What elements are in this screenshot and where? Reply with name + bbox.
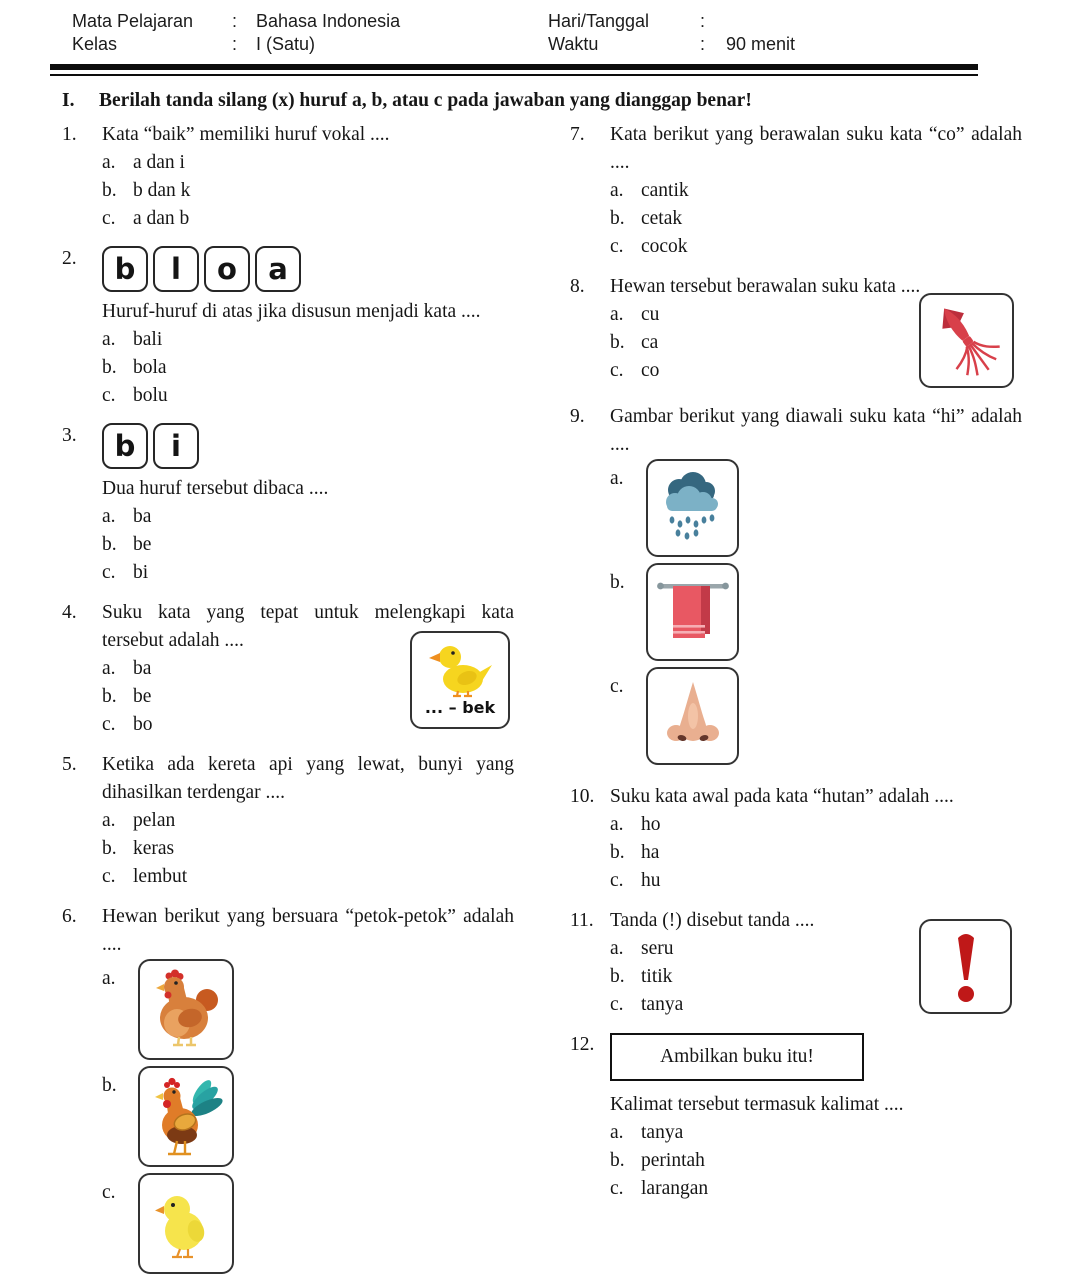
option-text: pelan [133,810,176,831]
option-letter: c. [102,866,116,887]
image-option [610,667,1022,765]
question-text: Huruf-huruf di atas jika disusun menjadi kata .... [102,301,481,322]
option-letter: b. [610,1150,625,1171]
question-number: 1. [62,124,77,145]
question-2 [62,245,514,410]
section-instruction: Berilah tanda silang (x) huruf a, b, atau c pada jawaban yang dianggap benar! [99,90,752,111]
option [102,559,514,587]
letter-tiles [102,423,514,469]
rain-cloud-illustration [655,472,731,544]
option-text: bali [133,329,163,350]
question-4 [62,599,514,739]
option-text: cocok [641,236,688,257]
chick-illustration [150,1187,222,1261]
option [102,503,514,531]
image-option [102,1173,514,1274]
colon: : [700,34,706,54]
question-3 [62,422,514,587]
option [102,382,514,410]
option [102,354,514,382]
option-letter: b. [610,572,625,593]
header-left [72,10,400,56]
option-text: a dan b [133,208,190,229]
duck-illustration [420,641,500,699]
option-text: cantik [641,180,689,201]
class-label: Kelas [72,34,118,54]
image-option [102,1066,514,1167]
time-label: Waktu [548,34,599,54]
option-letter: c. [610,236,624,257]
question-number: 4. [62,602,77,623]
question-text: Gambar berikut yang diawali suku kata “hi” adalah .... [610,406,1022,455]
option-text: be [133,686,152,707]
option [610,811,1022,839]
option-text: bola [133,357,167,378]
option-letter: b. [102,1075,117,1096]
option-text: titik [641,966,673,987]
option-letter: a. [102,658,116,679]
question-7 [570,121,1022,261]
option-letter: c. [610,676,624,697]
option [610,1119,1022,1147]
option [610,233,1022,261]
option-text: ba [133,658,152,679]
option [610,177,1022,205]
option-letter: a. [102,506,116,527]
option-letter: c. [610,1178,624,1199]
nose-illustration [657,678,729,754]
hen-illustration [147,968,225,1052]
option-letter: a. [102,329,116,350]
option-letter: a. [102,810,116,831]
option-text: ca [641,332,659,353]
time-value: 90 menit [726,34,796,54]
image-option [610,459,1022,557]
option-text: ho [641,814,661,835]
option [610,1175,1022,1203]
duck-image-box [410,631,510,729]
question-text: Kalimat tersebut termasuk kalimat .... [610,1094,904,1115]
question-12 [570,1031,1022,1203]
option [102,835,514,863]
question-8 [570,273,1022,391]
question-number: 11. [570,910,594,931]
question-text: Kata “baik” memiliki huruf vokal .... [102,124,390,145]
option [102,531,514,559]
option-text: b dan k [133,180,191,201]
option-letter: a. [610,1122,624,1143]
option-text: bolu [133,385,168,406]
option [102,177,514,205]
option-letter: b. [102,534,117,555]
option-text: lembut [133,866,188,887]
option-letter: a. [102,152,116,173]
date-value [726,10,795,33]
rain-cloud-image-box [646,459,739,557]
nose-image-box [646,667,739,765]
colon: : [232,11,238,31]
image-option [102,959,514,1060]
option-text: tanya [641,1122,684,1143]
duck-caption: ... – bek [424,698,496,717]
question-text: Hewan tersebut berawalan suku kata .... [610,276,921,297]
option-letter: c. [102,385,116,406]
option-text: bi [133,562,149,583]
question-number: 12. [570,1034,595,1055]
question-number: 6. [62,906,77,927]
left-column [62,121,514,1287]
option [102,205,514,233]
letter-tile: o [204,246,250,292]
option-letter: c. [102,714,116,735]
double-rule [50,64,978,76]
option [610,205,1022,233]
option-letter: b. [610,842,625,863]
option [610,839,1022,867]
question-5 [62,751,514,891]
option-letter: a. [610,468,624,489]
option-text: cu [641,304,660,325]
rooster-illustration [147,1074,225,1160]
question-text: Suku kata awal pada kata “hutan” adalah .... [610,786,954,807]
option-letter: c. [610,994,624,1015]
option-text: ha [641,842,660,863]
question-number: 10. [570,786,595,807]
colon: : [700,11,706,31]
chick-image-box [138,1173,234,1274]
question-text: Suku kata yang tepat untuk melengkapi kata tersebut adalah .... [102,602,514,651]
option-letter: c. [102,1182,116,1203]
option [610,1147,1022,1175]
option-letter: a. [610,938,624,959]
option-letter: b. [610,208,625,229]
question-number: 9. [570,406,585,427]
question-10 [570,783,1022,895]
question-6 [62,903,514,1280]
option-letter: c. [610,360,624,381]
option-letter: c. [102,562,116,583]
option-text: larangan [641,1178,709,1199]
colon: : [232,34,238,54]
option-letter: a. [610,814,624,835]
squid-image-box [919,293,1014,388]
option [102,807,514,835]
option-text: cetak [641,208,683,229]
hen-image-box [138,959,234,1060]
question-number: 3. [62,425,77,446]
subject-label: Mata Pelajaran [72,11,194,31]
question-number: 5. [62,754,77,775]
right-column [570,121,1022,1215]
option-letter: b. [610,966,625,987]
option-text: bo [133,714,153,735]
option-text: perintah [641,1150,705,1171]
question-number: 2. [62,248,77,269]
option-text: hu [641,870,661,891]
option-letter: b. [102,180,117,201]
question-text: Kata berikut yang berawalan suku kata “co” adalah .... [610,124,1022,173]
option-text: a dan i [133,152,185,173]
option [610,867,1022,895]
towel-image-box [646,563,739,661]
question-9 [570,403,1022,771]
question-text: Tanda (!) disebut tanda .... [610,910,815,931]
option-letter: a. [610,180,624,201]
exclamation-image-box [919,919,1012,1014]
letter-tile: a [255,246,301,292]
option-text: be [133,534,152,555]
option-letter: b. [102,838,117,859]
squid-illustration [926,299,1008,383]
towel-illustration [655,575,731,649]
question-text: Dua huruf tersebut dibaca .... [102,478,329,499]
letter-tile: b [102,246,148,292]
sentence-box: Ambilkan buku itu! [610,1033,864,1081]
option-letter: b. [102,686,117,707]
option-letter: c. [610,870,624,891]
option-text: seru [641,938,674,959]
question-1 [62,121,514,233]
section-heading [62,88,752,114]
class-value: I (Satu) [256,34,316,54]
exclamation-mark-illustration [931,928,1001,1006]
header-right [548,10,795,56]
option-letter: b. [102,357,117,378]
option-letter: a. [610,304,624,325]
option [102,863,514,891]
subject-value: Bahasa Indonesia [256,11,401,31]
option-letter: a. [102,968,116,989]
option-text: keras [133,838,175,859]
image-option [610,563,1022,661]
question-text: Ketika ada kereta api yang lewat, bunyi yang dihasilkan terdengar .... [102,754,514,803]
letter-tile: i [153,423,199,469]
option-text: co [641,360,660,381]
letter-tiles [102,246,514,292]
letter-tile: b [102,423,148,469]
option-text: ba [133,506,152,527]
question-11 [570,907,1022,1019]
option-letter: b. [610,332,625,353]
question-number: 8. [570,276,585,297]
option-text: tanya [641,994,684,1015]
letter-tile: l [153,246,199,292]
option [102,149,514,177]
question-text: Hewan berikut yang bersuara “petok-petok” adalah .... [102,906,514,955]
date-label: Hari/Tanggal [548,11,650,31]
option-letter: c. [102,208,116,229]
option [102,326,514,354]
question-number: 7. [570,124,585,145]
rooster-image-box [138,1066,234,1167]
section-numeral: I. [62,90,75,111]
